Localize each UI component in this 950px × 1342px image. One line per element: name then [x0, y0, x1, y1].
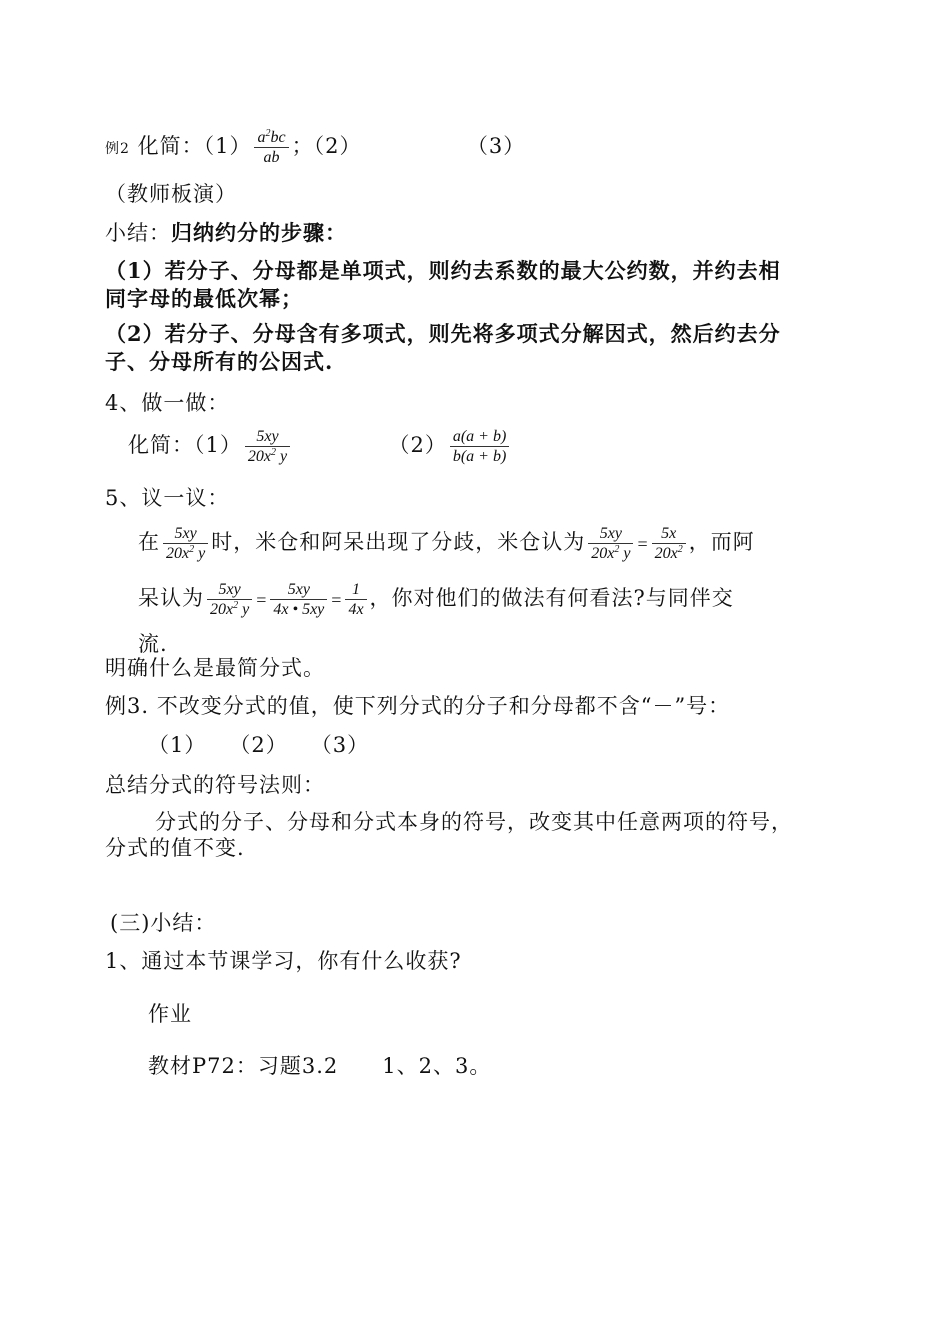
example-3-line: 例3. 不改变分式的值，使下列分式的分子和分母都不含“－”号： [105, 694, 731, 718]
rule-1-line-2: 同字母的最低次幂； [105, 286, 303, 311]
sign-rule-line-2: 分式的值不变. [105, 836, 245, 860]
sign-rule-heading: 总结分式的符号法则： [105, 773, 325, 797]
section-5-heading: 5、议一议： [105, 486, 230, 510]
homework-detail: 教材P72：习题3.2 1、2、3。 [148, 1054, 492, 1078]
section-3-question: 1、通过本节课学习，你有什么收获? [105, 949, 462, 973]
rule-2-line-2: 子、分母所有的公因式. [105, 349, 334, 374]
fraction-5xy-over-20x2y: $\frac{5xy}{20x^2 y}$ [245, 427, 290, 466]
fraction-a2bc-over-ab: $\frac{a^2bc}{ab}$ [254, 128, 288, 167]
section-4-exercise: 化简：（1） $\frac{5xy}{20x^2 y}$ （2） $\frac{a(a + b)}{b(a + b)}$ [128, 427, 512, 466]
discussion-line-3: 流. [138, 632, 168, 656]
example-2-separator: ；（2） [291, 134, 362, 158]
rule-2-line-1: （2）若分子、分母含有多项式，则先将多项式分解因式，然后约去分 [105, 321, 781, 346]
section-4-heading: 4、做一做： [105, 391, 230, 415]
example-2-label: 例2 [105, 141, 130, 157]
teacher-note: （教师板演） [105, 182, 237, 206]
example-3-parts: （1） （2） （3） [148, 733, 370, 757]
fraction-a-ab-over-b-ab: $\frac{a(a + b)}{b(a + b)}$ [450, 427, 509, 466]
example-2-part-3: （3） [466, 134, 526, 158]
rule-1-line-1: （1）若分子、分母都是单项式，则约去系数的最大公约数，并约去相 [105, 258, 781, 283]
example-2-text: 化简：（1） [137, 134, 252, 158]
clarify-line: 明确什么是最简分式。 [105, 656, 325, 680]
discussion-line-1: 在 $\frac{5xy}{20x^2 y}$ 时，米仓和阿呆出现了分歧，米仓认为 $\frac{5xy}{20x^2 y}$ = $\frac{5x}{20x^2}$ ，而阿 [138, 525, 755, 562]
summary-heading: 小结：归纳约分的步骤： [105, 220, 347, 245]
homework-heading: 作业 [148, 1002, 192, 1026]
section-3-heading: (三)小结： [110, 911, 217, 935]
sign-rule-line-1: 分式的分子、分母和分式本身的符号，改变其中任意两项的符号， [155, 810, 793, 834]
discussion-line-2: 呆认为 $\frac{5xy}{20x^2 y}$ = $\frac{5xy}{4x • 5xy}$ = $\frac{1}{4x}$ ，你对他们的做法有何看法?与同伴交 [138, 581, 734, 618]
example-2-line [105, 128, 525, 167]
